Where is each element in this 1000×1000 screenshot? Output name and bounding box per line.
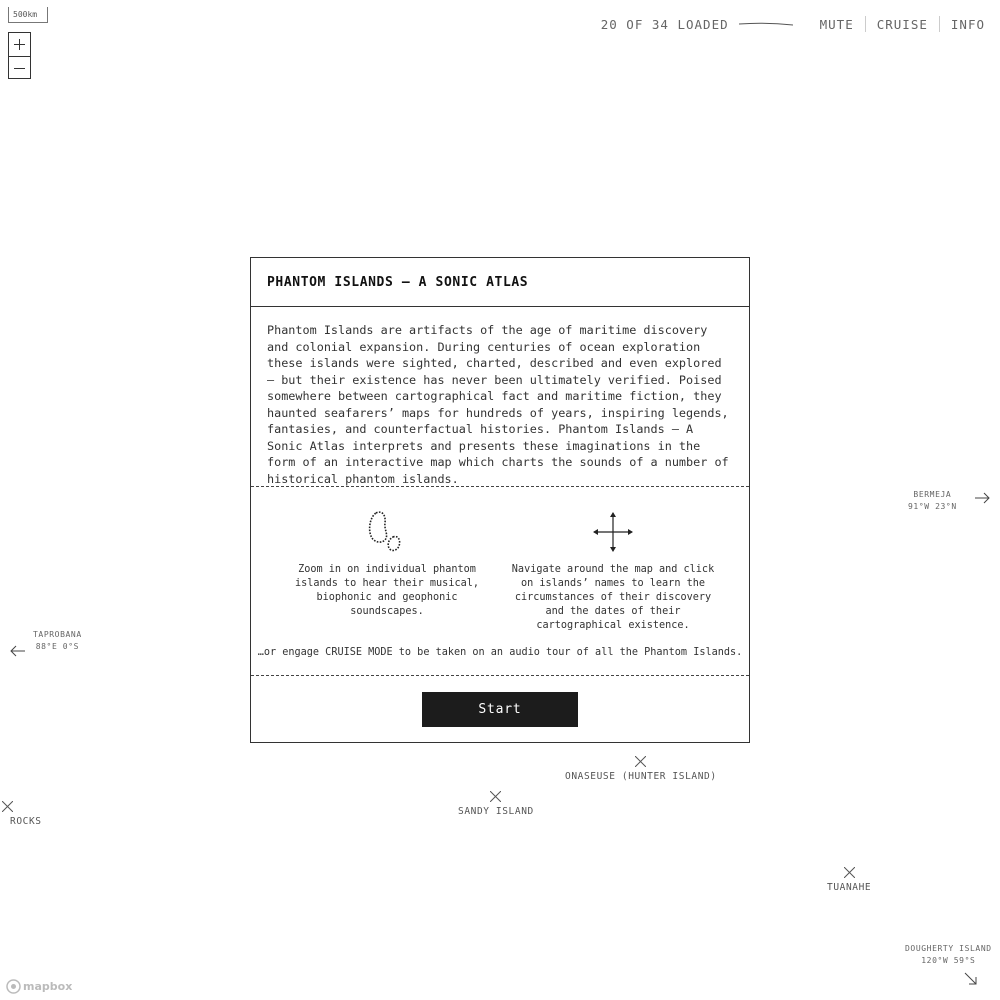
arrow-right-icon[interactable] (975, 492, 990, 504)
arrow-down-right-icon[interactable] (964, 972, 977, 985)
cross-marker-icon (844, 867, 855, 878)
island-marker[interactable] (565, 756, 717, 783)
island-label[interactable]: TAPROBANA (33, 630, 82, 639)
mapbox-logo-text: mapbox (23, 979, 73, 993)
info-button[interactable]: INFO (950, 16, 985, 32)
cruise-instruction-text: …or engage CRUISE MODE to be taken on an audio tour of all the Phantom Islands. (257, 647, 743, 658)
mute-button[interactable]: MUTE (819, 16, 854, 32)
islands-icon (367, 509, 407, 555)
start-button[interactable]: Start (422, 692, 578, 727)
scale-label: 500km (13, 10, 38, 19)
island-marker[interactable] (458, 791, 534, 818)
island-label[interactable]: DOUGHERTY ISLAND (905, 944, 992, 953)
move-arrows-icon (592, 511, 634, 553)
zoom-control (8, 32, 31, 79)
modal-header (251, 258, 749, 307)
plus-icon (14, 39, 25, 50)
mapbox-attribution[interactable] (6, 978, 72, 994)
zoom-instruction-text: Zoom in on individual phantom islands to hear their musical, biophonic and geophonic soundscapes. (294, 564, 479, 617)
modal-description: Phantom Islands are artifacts of the age of maritime discovery and colonial expansion. During centuries of ocean exploration these islands were sighted, charted, described and even explored — but their existence has never been ultimately verified. Poised somewhere between cartographical fact and maritime fiction, they haunted seafarers’ maps for hundreds of years, inspiring legends, fantasies, and counterfactual histories. Phantom Islands — A Sonic Atlas interprets and presents these imaginations in the form of an interactive map which charts the sounds of a number of historical phantom islands. (251, 307, 749, 487)
cruise-button[interactable]: CRUISE (876, 16, 928, 32)
island-label[interactable]: SANDY ISLAND (458, 806, 534, 817)
island-marker[interactable] (0, 801, 42, 828)
island-coordinates: 120°W 59°S (921, 956, 976, 965)
minus-icon (14, 63, 25, 74)
offscreen-island-marker[interactable] (33, 629, 82, 653)
island-label[interactable]: TUANAHE (827, 882, 872, 893)
zoom-out-button[interactable] (9, 56, 30, 80)
scale-bar (8, 7, 48, 23)
offscreen-island-marker[interactable] (905, 943, 992, 967)
modal-footer (251, 676, 749, 742)
island-label[interactable]: ONASEUSE (HUNTER ISLAND) (565, 771, 717, 782)
top-nav (601, 15, 985, 33)
island-label[interactable]: ROCKS (10, 816, 42, 827)
loading-status: 20 OF 34 LOADED (600, 16, 729, 32)
intro-modal (250, 257, 750, 743)
zoom-instruction (277, 509, 497, 619)
zoom-in-button[interactable] (9, 33, 30, 56)
island-marker[interactable] (827, 867, 871, 894)
cross-marker-icon (2, 801, 13, 812)
island-coordinates: 88°E 0°S (35, 642, 80, 651)
island-label[interactable]: BERMEJA (913, 490, 952, 499)
offscreen-island-marker[interactable] (908, 489, 957, 513)
island-coordinates: 91°W 23°N (908, 502, 957, 511)
modal-instructions (251, 487, 749, 676)
navigate-instruction (503, 509, 723, 633)
modal-title: PHANTOM ISLANDS — A SONIC ATLAS (267, 275, 529, 290)
navigate-instruction-text: Navigate around the map and click on islands’ names to learn the circumstances of their discovery and the dates of their cartographical existence. (511, 564, 715, 631)
cross-marker-icon (490, 791, 501, 802)
cross-marker-icon (635, 756, 646, 767)
arrow-left-icon[interactable] (10, 645, 25, 657)
loading-line-icon (739, 20, 793, 28)
mapbox-logo-icon (6, 979, 21, 994)
